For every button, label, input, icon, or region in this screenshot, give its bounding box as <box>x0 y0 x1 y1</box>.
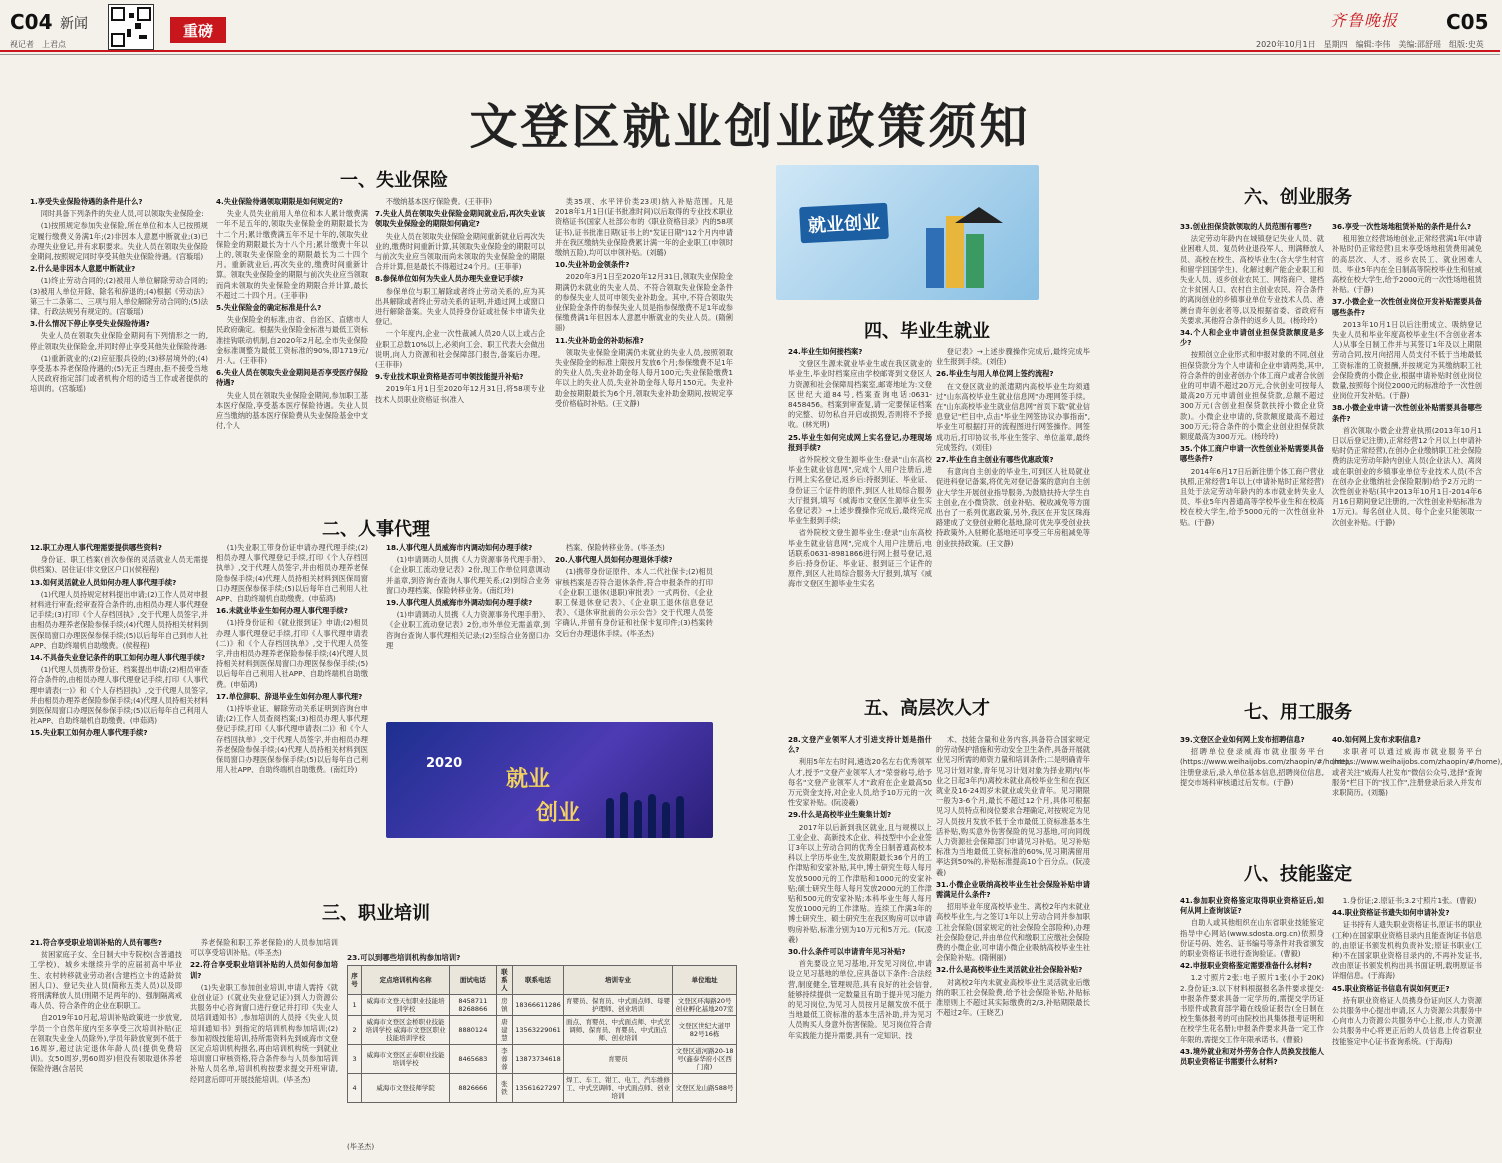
article-column <box>375 197 545 507</box>
answer-paragraph: 证书持有人遗失职业资格证书,原证书的职业(工种)在国家职业资格目录内且能查询证书信息的,由原证书颁发机构负责补发;原证书职业(工种)不在国家职业资格目录内的,不再补发证书,改由原证书颁发机构出具书面证明,载明原证书详细信息。(于海海) <box>1332 920 1482 981</box>
employment-2020-banner <box>386 722 713 838</box>
question-heading: 33.创业担保贷款领取的人员范围有哪些? <box>1180 222 1312 231</box>
question-heading: 4.失业保险待遇领取期限是如何规定的? <box>216 197 343 206</box>
section-heading-entrepreneurship-services: 六、创业服务 <box>1244 187 1352 208</box>
table-header-row <box>348 966 737 995</box>
question-heading: 1.享受失业保险待遇的条件是什么? <box>30 197 143 206</box>
answer-paragraph: 失业人员在领取失业保险金期间重新就业后再次失业的,缴费时间重新计算,其领取失业保险金的期限可以与前次失业应当领取而尚未领取的失业保险金的期限合并计算,但是最长不得超过24个月。(王菲菲) <box>375 231 545 272</box>
article-column <box>936 735 1090 1153</box>
question-heading: 8.参保单位如何为失业人员办理失业登记手续? <box>375 274 524 284</box>
answer-paragraph: 首次领取小微企业营业执照(2013年10月1日以后登记注册),正常经营12个月以上(申请补贴时仍正常经营),在创办企业缴纳职工社会保险费的法定劳动年龄内创业人员(企业法人)、离岗或在职创业的乡镇事业单位专业技术人员(不含在创办企业缴纳社会保险限制)给予2万元的一次性创业补贴(其中2013年10月1日-2014年6月16日期间登记注册的,一次性创业补贴标准为1万元)。每名创业人员、每个企业只能领取一次创业补贴。(于静) <box>1332 425 1482 527</box>
graduation-cap-icon <box>955 207 1003 223</box>
article-column <box>30 543 208 883</box>
question-heading: 41.参加职业资格鉴定取得职业资格证后,如何从网上查询该证? <box>1180 896 1324 916</box>
table-caption: 23.可以到哪些培训机构参加培训? <box>347 953 461 962</box>
article-column <box>1180 735 1351 855</box>
table-header-cell: 培训专业 <box>563 966 672 995</box>
answer-paragraph: 文登区生源未就业毕业生或在我区就业的毕业生,毕业时档案应由学校邮寄到文登区人力资源和社会保障局档案室,邮寄地址为:文登区世纪大道84号,档案查询电话:0631-8458456。档案到审查复,请一定要保证档案的完整、切勿私自开启或损毁,否则将不予接收。(林光明) <box>788 359 932 430</box>
person-silhouette-icon <box>676 796 684 838</box>
question-heading: 14.不具备失业登记条件的职工如何办理人事代理手续? <box>30 653 206 663</box>
question-heading: 31.小微企业吸纳高校毕业生社会保险补贴申请需满足什么条件? <box>936 879 1090 900</box>
table-cell: 文登区环海路20号创业孵化基地207室 <box>673 995 737 1016</box>
newspaper-logo: 齐鲁晚报 <box>1330 11 1399 30</box>
question-heading: 43.境外就业和对外劳务合作人员换发技能人员职业资格证书需要什么材料? <box>1180 1046 1324 1067</box>
answer-paragraph: (1)失业职工参加创业培训,申请人需持《就业创业证》(《就业失业登记证》)到人力资源公共服务中心咨询窗口进行登记并打印《失业人员培训通知书》,参加培训的人员持《失业人员培训通知书》到指定的培训机构参加培训;(2)参加初级技能培训,持所需资料先到威海市文登区定点培训机构报名,再由培训机构统一到就业培训窗口审核资格,符合条件参与人员参加培训补贴人员名单,培训机构按要求提交开班审请,经同意后即可开展技能培训。(毕圣杰) <box>190 982 338 1084</box>
table-cell: 2 <box>348 1016 362 1045</box>
answer-paragraph: (1)申请调动人员携《人力资源事务代理手册》、《企业职工流动登记表》2份,现工作单位同意调动并盖章,到咨询台查询人事代理关系;(2)到综合业务窗口办理档案、保险转移业务。(南红玲) <box>386 555 550 595</box>
question-heading: 6.失业人员在领取失业金期间是否享受医疗保险待遇? <box>216 368 368 388</box>
answer-paragraph: 持有职业资格证人员携身份证向区人力资源公共服务中心提出申请,区人力资源公共服务中心向市人力资源公共服务中心上报,市人力资源公共服务中心将更正后的人员信息上传省职业技能鉴定中心证书查询系统。(于海海) <box>1332 995 1482 1046</box>
right-page-number: C05 <box>1446 10 1489 34</box>
article-column <box>788 735 932 1153</box>
answer-paragraph: 2019年1月1日至2020年12月31日,将58项专业技术人员职业资格证书(准入 <box>375 384 545 404</box>
answer-paragraph: (1)代理人员持规定材料提出申请;(2)工作人员对申报材料进行审查;经审查符合条件的,由相员办理人事代理登记手续;(3)打印《个人存档回执》,交于代理人员签字,并由相员办理养老保险参保手续;(4)代理人员持相关材料到医保局窗口办理医保参保手续;(5)以后每年自己到市人社APP、自助终端机自助缴费。(侯程程) <box>30 589 208 650</box>
table-cell: 18366611286 <box>513 995 564 1016</box>
answer-paragraph: 失业人员在领取失业保险金期间有下列情形之一的,停止领取失业保险金,并同时停止享受其他失业保险待遇: <box>30 331 208 351</box>
person-silhouette-icon <box>662 802 670 838</box>
question-heading: 19.人事代理人员威海市外调动如何办理手续? <box>386 598 533 608</box>
answer-paragraph: 2017年以后新到我区就业,且与规模以上工业企业、高新技术企业、科技型中小企业签订3年以上劳动合同的优秀全日制普通高校本科以上学历毕业生,发放期限最长36个月的工作津贴和安家补贴,其中,博士研究生每人每月发放5000元的工作津贴和1000元的安家补贴;硕士研究生每人每月发放2000元的工作津贴和500元的安家补贴;本科毕业生每人每月发放1000元的工作津贴。连续工作满3年的博士研究生、硕士研究生在我区购房可以申请购房补贴,标准分别为10万元和5万元。(阮凌羲) <box>788 822 932 944</box>
question-heading: 37.小微企业一次性创业岗位开发补贴需要具备哪些条件? <box>1332 297 1482 317</box>
answer-paragraph: 2020年3月1日至2020年12月31日,领取失业保险金期满仍未就业的失业人员、不符合领取失业保险金条件的参保失业人员可申领失业补助金。其中,不符合领取失业保险金条件的参保失业人员是指参保缴费不足1年或参保缴费满1年但因本人意愿中断就业的失业人员。(隋俐丽) <box>555 272 733 333</box>
question-heading: 17.单位辞职、辞退毕业生如何办理人事代理? <box>216 691 363 701</box>
table-cell: 8826666 <box>450 1074 496 1103</box>
right-page-meta: 2020年10月1日 星期四 编辑:李伟 美编:邵舒瑶 组版:史英 <box>1256 40 1484 49</box>
article-column <box>30 938 182 1153</box>
section-heading-graduate-employment: 四、毕业生就业 <box>864 321 990 342</box>
table-cell: 8880124 <box>450 1016 496 1045</box>
table-cell: 3 <box>348 1045 362 1074</box>
question-heading: 32.什么是高校毕业生灵活就业社会保险补贴? <box>936 965 1083 975</box>
question-heading: 38.小微企业申请一次性创业补贴需要具备哪些条件? <box>1332 403 1482 423</box>
left-page-number: C04 <box>10 10 53 34</box>
question-heading: 40.如何网上发布求职信息? <box>1332 735 1421 744</box>
person-silhouette-icon <box>634 800 642 838</box>
person-silhouette-icon <box>648 794 656 838</box>
table-header-cell: 联系人 <box>496 966 513 995</box>
article-column <box>555 197 733 507</box>
question-heading: 21.符合享受职业培训补贴的人员有哪些? <box>30 938 162 947</box>
table-cell: 威海市文登技师学院 <box>362 1074 450 1103</box>
question-heading: 16.未就业毕业生如何办理人事代理手续? <box>216 606 348 616</box>
question-heading: 24.毕业生如何接档案? <box>788 347 863 356</box>
question-heading: 12.职工办理人事代理需要提供哪些资料? <box>30 543 162 552</box>
answer-paragraph: 术、技能含量和业务内容,具备符合国家规定的劳动保护措施和劳动安全卫生条件,具备开展就业见习所需的师资力量和培训条件;二是明确青年见习计划对象,青年见习计划对象为择业期内(毕业之日起3年内)离校未就业高校毕业生和在我区就业及16-24周岁未就业或失业青年。见习期限一般为3-6个月,最长不超过12个月,具体可根据见习人员特点和岗位要求合理确定,对按规定为见习人员按月发放不低于全市最低工资标准基本生活补贴,购买意外伤害保险的见习基地,可向同级人力资源社会保障部门申请见习补贴。见习补贴标准为当地最低工资标准的60%,见习期满留用率达到50%的,补贴标准提高10个百分点。(阮凌羲) <box>936 735 1090 877</box>
question-heading: 25.毕业生如何完成网上实名登记,办理现场报到手续? <box>788 432 932 452</box>
table-cell: 13563229061 <box>513 1016 564 1045</box>
table-row <box>348 1074 737 1103</box>
answer-paragraph: 对离校2年内未就业高校毕业生灵活就业后缴纳的职工社会保险费,给予社会保险补贴,补贴标准原则上不超过其实际缴费的2/3,补贴期限最长不超过2年。(王晓艺) <box>936 977 1090 1018</box>
left-page-category: 新闻 <box>60 16 88 32</box>
banner-title: 就业创业 <box>799 203 889 244</box>
answer-paragraph: 档案、保险转移业务。(毕圣杰) <box>565 543 665 552</box>
article-column <box>1332 896 1482 1154</box>
table-cell: 文登区世纪大道甲82号16栋 <box>673 1016 737 1045</box>
table-header-cell: 联系电话 <box>513 966 564 995</box>
answer-paragraph: 失业人员失业前用人单位和本人累计缴费满一年不足五年的,领取失业保险金的期限最长为十二个月;累计缴费满五年不足十年的,领取失业保险金的期限最长为十八个月;累计缴费十年以上的,领取失业保险金的期限最长为二十四个月。重新就业后,再次失业的,缴费时间重新计算。领取失业保险金的期限与前次失业应当领取而尚未领取的失业保险金的期限合并计算,最长不超过二十四个月。(王菲菲) <box>216 209 368 300</box>
answer-paragraph: 失业人员在领取失业保险金期间,参加职工基本医疗保险,享受基本医疗保险待遇。失业人员应当缴纳的基本医疗保险费从失业保险基金中支付,个人 <box>216 390 368 431</box>
answer-paragraph: (1)重新就业的;(2)应征服兵役的;(3)移居境外的;(4)享受基本养老保险待遇的;(5)无正当理由,拒不接受当地人民政府指定部门或者机构介绍的适当工作或者提供的培训的。(宫璇瑶) <box>30 353 208 394</box>
answer-paragraph: 按照创立企业形式和申报对象的不同,创业担保贷款分为个人申请和企业申请两类,其中,符合条件的创业者创办个体工商户或者合伙创业的可申请不超过20万元,合伙创业可按每人最高20万元申请创业担保贷款,总额不超过300万元(含创业担保贷款扶持小微企业贷款)。小微企业申请的,贷款额度最高不超过300万元;符合条件的小微企业创业担保贷款额度最高为300万元。(杨玲玲) <box>1180 350 1324 442</box>
question-heading: 42.申报职业资格鉴定需要准备什么材料? <box>1180 961 1312 971</box>
table-cell: 育婴员、保育员、中式面点师、母婴护理师、创业培训 <box>563 995 672 1016</box>
qr-code-icon <box>108 4 154 50</box>
question-heading: 10.失业补助金领条件? <box>555 260 630 270</box>
answer-paragraph: 领取失业保险金期满仍未就业的失业人员,按照领取失业保险金的标准上限按月发放6个月;参保缴费不足1年的失业人员,失业补助金每人每月100元;失业保险缴费1年以上的失业人员,失业补助金每人每月150元。失业补助金按期限最长为6个月,领取失业补助金期间,按规定享受价格临时补贴。(王文静) <box>555 347 733 408</box>
binder-icon <box>966 234 984 288</box>
table-cell: 面点、育婴员、中式面点师、中式烹调师、保育员、育婴员、中式面点师、创业培训 <box>563 1016 672 1045</box>
table-cell: 4 <box>348 1074 362 1103</box>
answer-paragraph: 身份证、职工档案(首次参保的灵活就业人员无需提供档案)、居住证(非文登区户口)(侯程程) <box>30 555 208 575</box>
article-column <box>216 197 368 507</box>
answer-paragraph: 求职者可以通过威海市就业服务平台(https://www.weihaijobs.com/zhaopin/#/home),或者关注"威海人社发布"微信公众号,选择"查询服务"栏目下的"找工作",注册登录后录入并发布求职简历。(刘璐) <box>1332 747 1502 798</box>
table-cell: 威海市文登天恒职业技能培训学校 <box>362 995 450 1016</box>
answer-paragraph: 2013年10月1日以后注册成立、吸纳登记失业人员和毕业年度高校毕业生(不含创业者本人)从事全日制工作并与其签订1年及以上期限劳动合同,按月向招用人员支付不低于当地最低工资标准的工资报酬,并按规定为其缴纳职工社会保险费的小微企业,根据申请补贴时创业岗位数量,按照每个岗位2000元的标准给予一次性创业岗位开发补贴。(于静) <box>1332 319 1482 401</box>
answer-paragraph: 养老保险和职工养老保险)的人员参加培训可以享受培训补贴。(毕圣杰) <box>190 938 338 958</box>
section-heading-high-level-talent: 五、高层次人才 <box>864 698 990 719</box>
table-row <box>348 1016 737 1045</box>
article-column <box>190 938 338 1153</box>
training-institutions-table <box>347 965 737 1103</box>
table-cell: 1 <box>348 995 362 1016</box>
table-cell: 威海市文登区正泰职业技能培训学校 <box>362 1045 450 1074</box>
table-cell: 文登区道河路20-18号(鑫泰华府小区西门南) <box>673 1045 737 1074</box>
answer-paragraph: (1)终止劳动合同的;(2)被用人单位解除劳动合同的;(3)被用人单位开除、除名和辞退的;(4)根据《劳动法》第三十二条第二、三项与用人单位解除劳动合同的;(5)法律、行政法规另有规定的。(宫璇瑶) <box>30 276 208 317</box>
table-cell: 李蓉蓉 <box>496 1045 513 1074</box>
question-heading: 27.毕业生自主创业有哪些优惠政策? <box>936 455 1054 465</box>
answer-paragraph: 1.2寸照片2张:电子照片1张(小于20K) 2.身份证;3.以下材料根据报名条件要求提交:申报条件要求具备一定学历的,需提交学历证书原件或教育部学籍在线验证报告(全日制在校生集体报考的可由院校出具集体报考证明和在校学生花名册);申报条件要求具备一定工作年限的,需提交工作年限承诺书。(曹毅) <box>1180 973 1332 1044</box>
answer-paragraph: (1)代理人员携带身份证、档案提出申请;(2)相员审查符合条件的,由相员办理人事代理登记手续,打印《人事代理申请表(一)》和《个人存档回执》,交于代理人员签字,并由相员办理养老保险参保手续;(4)代理人员持相关材料到医保局窗口办理医保参保手续;(5)以后每年自己利用人社APP、自助终端机自助缴费。(申茹鸿) <box>30 665 208 726</box>
page-title: 文登区就业创业政策须知 <box>469 99 1031 155</box>
banner-word-employment: 就业 <box>506 767 551 792</box>
article-column <box>555 543 713 713</box>
article-column <box>1180 896 1332 1154</box>
person-silhouette-icon <box>606 798 614 838</box>
answer-paragraph: 1.身份证;2.原证书;3.2寸照片1张。(曹毅) <box>1342 896 1477 905</box>
question-heading: 5.失业保险金的确定标准是什么? <box>216 303 322 313</box>
table-cell: 育婴员 <box>563 1045 672 1074</box>
table-cell: 8465683 <box>450 1045 496 1074</box>
answer-paragraph: (1)按照规定参加失业保险,所在单位和本人已按照规定履行缴费义务满1年;(2)非因本人意愿中断就业;(3)已办理失业登记,并有求职要求。失业人员在领取失业保险金期间,按照规定同时享受其他失业保险待遇。(宫璇瑶) <box>30 221 208 262</box>
answer-paragraph: (1)持身份证和《就业报到证》申请;(2)相员办理人事代理登记手续,打印《人事代理申请表(二)》和《个人存档回执单》,交于代理人员签字,并由相员办理养老保险参保手续;(4)代理人员持相关材料到医保局窗口办理医保参保手续;(5)以后每年自己利用人社APP、自助终端机自助缴费。(申茹鸿) <box>216 618 368 689</box>
answer-paragraph: 自助人或其他组织在山东省职业技能鉴定指导中心网站(www.sdosta.org.cn)依照身份证号码、姓名、证书编号等条件对我省颁发的职业资格证书进行查询验证。(曹毅) <box>1180 918 1324 959</box>
answer-paragraph: 同时具备下列条件的失业人员,可以领取失业保险金: <box>40 209 204 219</box>
table-cell: 威海市文登区金桥职业技能培训学校 威海市文登区职业技能培训学校 <box>362 1016 450 1045</box>
table-cell: 焊工、车工、钳工、电工、汽车维修工、中式烹调师、中式面点师、创业培训 <box>563 1074 672 1103</box>
answer-paragraph: 利用5年左右时间,遴选20名左右优秀领军人才,授予"文登产业领军人才"荣誉称号,给予每名"文登产业领军人才"政府在企业最高50万元资金支持,对企业人员,给予10万元的一次性安家补贴。(阮凌羲) <box>788 757 932 808</box>
question-heading: 39.文登区企业如何网上发布招聘信息? <box>1180 735 1305 744</box>
question-heading: 35.个体工商户申请一次性创业补贴需要具备哪些条件? <box>1180 444 1324 464</box>
answer-paragraph: 法定劳动年龄内在城镇登记失业人员、就业困难人员、复员转业退役军人、刑满释放人员、高校在校生、高校毕业生(含大学生村官和留学回国学生)、化解过剩产能企业职工和失业人员、返乡创业农民工、网络商户、建档立卡贫困人口、农村自主创业农民、符合条件的离岗创业的乡镇事业单位专业技术人员、港澳台青年创业者等,以及根据省委、省政府有关要求,其他符合条件的返乡人员。(杨玲玲) <box>1180 234 1324 325</box>
section-heading-skill-appraisal: 八、技能鉴定 <box>1244 864 1352 885</box>
answer-paragraph: 租用独立经营场地创业,正常经营满1年(申请补贴时仍正常经营)且未享受场地租赁费用减免的高层次、人才、返乡农民工、就业困难人员、毕业5年内在全日制高等院校毕业生和驻威高校在校大学生,给予2000元的一次性场地租赁补贴。(于静) <box>1332 234 1482 295</box>
employment-entrepreneurship-banner <box>776 165 1039 300</box>
answer-paragraph: 类35项、水平评价类23项)纳入补贴范围。凡是2018年1月1日(证书批准时间)以后取得的专业技术职业资格证书(国家人社部公布的《职业资格目录》内的58项证书),证书批准日期(证书上的"发证日期")12个月内申请并在我区缴纳失业保险费累计满一年的企业职工(申领时缴纳五险),均可以申领补贴。(刘璐) <box>555 197 733 258</box>
section-heading-employment-services: 七、用工服务 <box>1244 702 1352 723</box>
article-column <box>1332 735 1502 855</box>
table-row <box>348 1045 737 1074</box>
banner-year: 2020 <box>426 756 463 771</box>
question-heading: 15.失业职工如何办理人事代理手续? <box>30 728 148 738</box>
section-heading-personnel-agency: 二、人事代理 <box>322 519 430 540</box>
answer-paragraph: 一个年度内,企业一次性裁减人员20人以上或占企业职工总数10%以上,必须向工会、职工代表大会做出说明,向人力资源和社会保障部门报告,备案后办理。(王菲菲) <box>375 329 545 370</box>
question-heading: 30.什么条件可以申请青年见习补贴? <box>788 947 906 957</box>
header-rule-thin <box>0 54 1500 55</box>
question-heading: 7.失业人员在领取失业保险金期间就业后,再次失业该领取失业保险金的期限如何确定? <box>375 209 545 229</box>
article-column <box>216 543 368 883</box>
answer-paragraph: (1)携带身份证原件、本人二代社保卡;(2)相员审核档案是否符合退休条件,符合申报条件的打印《企业职工退休(退职)审批表》一式两份、《企业职工保退休登记表》、《企业职工退休信息登记表》、《退休审批前的公示公告》交于代理人员签字确认,并留有身份证和社保卡复印件;(3)档案转交后台办理退休手续。(毕圣杰) <box>555 567 713 638</box>
question-heading: 2.什么是非因本人意愿中断就业? <box>30 264 136 274</box>
answer-paragraph: 省外院校文登生源毕业生:登录"山东高校毕业生就业信息网",完成个人用户注册后,电话联系0631-8981866进行网上报号登记,返乡后:持身份证、毕业证、报到证三个证件的原件,到区人社局综合服务大厅报到,填写《威海市文登区生源毕业生实名 <box>788 528 932 589</box>
table-cell: 13873734618 <box>513 1045 564 1074</box>
article-column <box>1180 222 1324 688</box>
answer-paragraph: 招用毕业年度高校毕业生、离校2年内未就业高校毕业生,与之签订1年以上劳动合同并参加职工社会保险(国家规定的社会保险全部险种),办理社会保险登记,并由单位代和缴职工应缴社会保险费的小微企业,可申请小微企业吸纳高校毕业生社会保险补贴。(隋俐丽) <box>936 902 1090 963</box>
answer-paragraph: 登记表》→上述步骤操作完成后,最终完成毕业生报到手续。(刘佳) <box>936 347 1090 367</box>
section-heading-vocational-training: 三、职业培训 <box>322 903 430 924</box>
binder-icon <box>946 216 964 288</box>
question-heading: 22.符合享受职业培训补贴的人员如何参加培训? <box>190 960 338 980</box>
table-cell: 唐建慧 <box>496 1016 513 1045</box>
question-heading: 18.人事代理人员威海市内调动如何办理手续? <box>386 543 533 552</box>
article-column <box>30 197 208 507</box>
question-heading: 34.个人和企业申请创业担保贷款额度是多少? <box>1180 328 1324 348</box>
table-header-cell: 定点培训机构名称 <box>362 966 450 995</box>
question-heading: 26.毕业生与用人单位网上签约流程? <box>936 369 1054 379</box>
answer-paragraph: 首先要设立见习基地,开发见习岗位,申请设立见习基地的单位,应具备以下条件:合法经营,制度健全,管理规范,具有良好的社会信誉,能够持续提供一定数量且有助于提升见习能力的见习岗位,为见习人员按月足额发放不低于当地最低工资标准的基本生活补助,并为见习人员购买人身意外伤害保险。见习岗位符合青年实践能力提升需要,具有一定知识、技 <box>788 959 932 1040</box>
answer-paragraph: 省外院校文登生源毕业生:登录"山东高校毕业生就业信息网",完成个人用户注册后,进行网上实名登记,返乡后:持报到证、毕业证、身份证三个证件的原件,到区人社局综合服务大厅报到,填写《威海市文登区生源毕业生实名登记表》→上述步骤操作完成后,最终完成毕业生报到手续; <box>788 455 932 526</box>
answer-paragraph: (1)持毕业证、解除劳动关系证明到咨询台申请;(2)工作人员查阅档案;(3)相员办理人事代理登记手续,打印《人事代理申请表(二)》和《个人存档回执单》,交于代理人员签字,并由相员办理养老保险参保手续;(4)代理人员持相关材料到医保局窗口办理医保参保手续;(5)以后每年自己利用人社APP、自助终端机自助缴费。(南红玲) <box>216 704 368 775</box>
table-cell: 张铁 <box>496 1074 513 1103</box>
question-heading: 9.专业技术职业资格是否可申领技能提升补贴? <box>375 372 524 382</box>
article-column <box>936 347 1090 683</box>
answer-paragraph: 2014年6月17日后新注册个体工商户营业执照,正常经营1年以上(申请补贴时正常经营)且处于法定劳动年龄内的本市就业转失业人员、毕业5年内普通高等学校毕业生和在校高校在校大学生,给予5000元的一次性创业补贴。(于静) <box>1180 466 1324 527</box>
answer-paragraph: 招聘单位登录威海市就业服务平台(https://www.weihaijobs.com/zhaopin/#/home),注册登录后,录入单位基本信息,招聘岗位信息,提交市场科审核通过后发布。(于静) <box>1180 747 1351 787</box>
table-cell: 房镇 <box>496 995 513 1016</box>
answer-paragraph: 失业保险金的标准,由省、自治区、直辖市人民政府确定。根据失业保险金标准与最低工资标准挂钩联动机制,自2020年2月起,全市失业保险金标准调整为最低工资标准的90%,即1719元/月·人。(王菲菲) <box>216 315 368 366</box>
section-badge: 重磅 <box>170 17 226 43</box>
person-silhouette-icon <box>620 792 628 838</box>
table-cell: 13561627297 <box>513 1074 564 1103</box>
answer-paragraph: 参保单位与职工解除或者终止劳动关系的,应为其出具解除或者终止劳动关系的证明,并通过网上或窗口进行解除备案。失业人员持身份证或社保卡申请失业登记。 <box>375 286 545 327</box>
question-heading: 11.失业补助金的补助标准? <box>555 335 644 345</box>
question-heading: 36.享受一次性场地租赁补贴的条件是什么? <box>1332 222 1472 231</box>
answer-paragraph: 不缴纳基本医疗保险费。(王菲菲) <box>385 197 493 206</box>
binder-icon <box>926 228 944 288</box>
table-header-cell: 面试电话 <box>450 966 496 995</box>
answer-paragraph: 在文登区就业的派遣期内高校毕业生均须通过"山东高校毕业生就业信息网"办理网签手续。在"山东高校毕业生就业信息网"首页下载"就业信息登记"栏目中,点击"毕业生网签协议办事指南",毕业生可根据打开的流程图进行网签操作。网签成功后,打印协议书,毕业生签字、单位盖章,最终完成签约。(刘佳) <box>936 381 1090 452</box>
question-heading: 20.人事代理人员如何办理退休手续? <box>555 555 673 565</box>
answer-paragraph: (1)失业职工带身份证申请办理代理手续;(2)相员办理人事代理登记手续,打印《个人存档回执单》,交于代理人员签字,并由相员办理养老保险参保手续;(4)代理人员持相关材料到医保局窗口办理医保参保手续;(5)以后每年自己利用人社APP、自助终端机自助缴费。(申茹鸿) <box>216 543 368 604</box>
table-row <box>348 995 737 1016</box>
table-byline: (毕圣杰) <box>347 1142 375 1151</box>
table-header-cell: 序号 <box>348 966 362 995</box>
question-heading: 28.文登产业领军人才引进支持计划是指什么? <box>788 735 932 755</box>
answer-paragraph: (1)申请调动人员携《人力资源事务代理手册》、《企业职工流动登记表》2份,市外单位无需盖章,到咨询台查询人事代理相关记录;(2)至综合业务窗口办理 <box>386 610 550 650</box>
banner-word-entrepreneurship: 创业 <box>536 801 581 826</box>
question-heading: 44.职业资格证书遗失如何申请补发? <box>1332 908 1450 918</box>
left-page-editor: 视记者 上君点 <box>10 40 66 49</box>
answer-paragraph: 自2019年10月起,培训补贴政策进一步放宽,学员一个自然年度内至多享受三次培训补贴(正在领取失业金人员除外),学员年龄放宽到不低于16周岁,超过法定退休年龄人员(提供免费培训)。女50周岁,男60周岁)但没有领取退休养老保险待遇(含居民 <box>30 1013 182 1074</box>
section-heading-unemployment-insurance: 一、失业保险 <box>340 170 448 191</box>
question-heading: 45.职业资格证书信息有误如何更正? <box>1332 983 1450 993</box>
header-rule <box>0 50 1500 52</box>
table-cell: 8458711 8268866 <box>450 995 496 1016</box>
table-header-cell: 单位地址 <box>673 966 737 995</box>
answer-paragraph: 有意向自主创业的毕业生,可到区人社局就业促进科登记备案,将优先对登记备案的意向自主创业大学生开展创业指导服务,为鼓励扶持大学生自主创业,在小微贷款、创业补贴、税收减免等方面出台了一系列优惠政策,另外,我区在开发区珠海路建成了文登创业孵化基地,除可优先享受创业扶持政策外,入驻孵化基地还可享受三年房租减免等创业扶持政策。(王文静) <box>936 467 1090 548</box>
table-cell: 文登区龙山路588号 <box>673 1074 737 1103</box>
article-column <box>788 347 932 683</box>
question-heading: 29.什么是高校毕业生聚集计划? <box>788 810 892 820</box>
answer-paragraph: 贫困家庭子女、全日制大中专院校(含普通技工学校)、城乡未继续升学的应届初高中毕业生、农村转移就业劳动者(含建档立卡的适龄贫困人口)、登记失业人员(简称五类人员)以及即将刑满释放人员(刑期不足两年的)、强制隔离戒毒人员、符合条件的企业在职职工。 <box>30 950 182 1011</box>
question-heading: 13.如何灵活就业人员如何办理人事代理手续? <box>30 577 177 587</box>
question-heading: 3.什么情况下停止享受失业保险待遇? <box>30 319 150 329</box>
article-column <box>386 543 550 713</box>
article-column <box>1332 222 1482 688</box>
